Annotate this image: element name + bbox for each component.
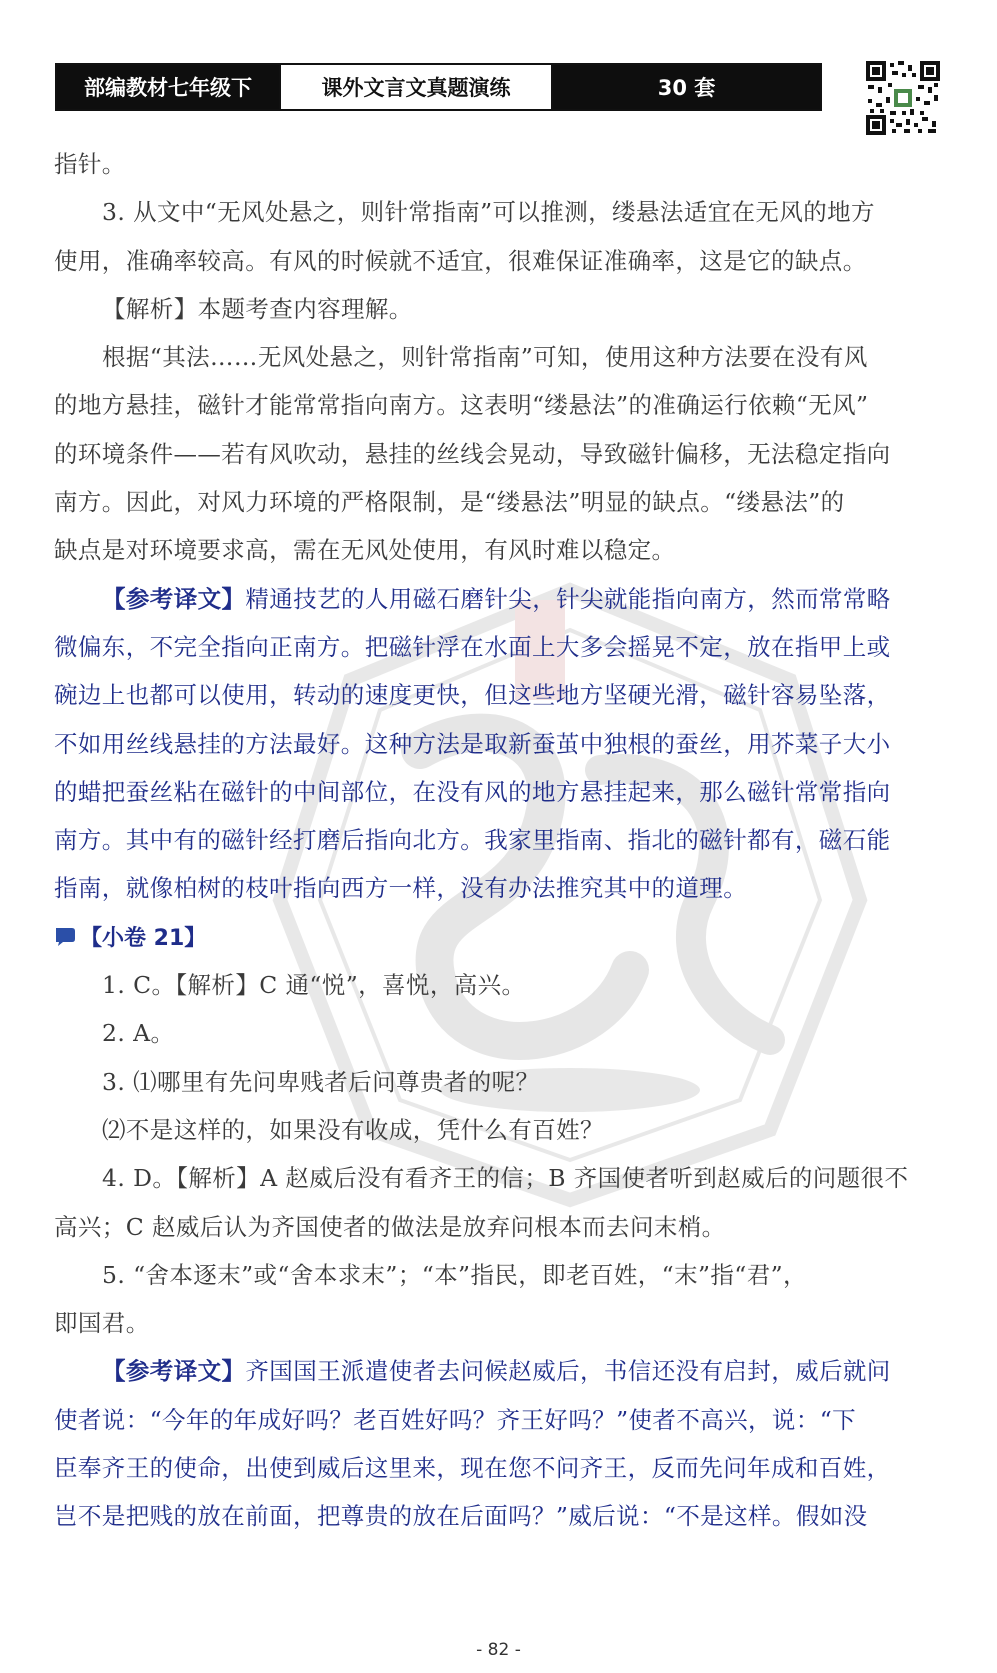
qr-code-icon[interactable] [866,61,940,135]
header-title: 课外文言文真题演练 [279,65,553,109]
analysis-text: 本题考查内容理解。 [197,294,413,323]
translation-2-line-2: 使者说：“今年的年成好吗？老百姓好吗？齐王好吗？”使者不高兴，说：“下 [54,1405,857,1434]
answer-3-part-1: 3. ⑴哪里有先问卑贱者后问尊贵者的呢？ [102,1067,540,1096]
translation-line-6: 南方。其中有的磁针经打磨后指向北方。我家里指南、指北的磁针都有，磁石能 [54,826,891,855]
text-line: 指针。 [54,150,126,178]
translation-text: 齐国国王派遣使者去问候赵威后，书信还没有启封，威后就问 [245,1357,891,1386]
analysis-tag: 【解析】 [102,294,198,323]
answer-2: 2. A。 [102,1019,175,1048]
answer-4-text: A 赵威后没有看齐王的信；B 齐国使者听到赵威后的问题很不 [260,1164,909,1193]
header-band [55,63,822,111]
answer-1-text: C 通“悦”，喜悦，高兴。 [259,971,526,1000]
answer-5-line-2: 即国君。 [54,1309,150,1338]
translation-2-line-3: 臣奉齐王的使命，出使到威后这里来，现在您不问齐王，反而先问年成和百姓， [54,1454,891,1483]
answer-4-line-2: 高兴；C 赵威后认为齐国使者的做法是放弃问根本而去问末梢。 [54,1212,726,1241]
analysis-line-1: 根据“其法……无风处悬之，则针常指南”可知，使用这种方法要在没有风 [102,343,868,372]
answer-3-part-2: ⑵不是这样的，如果没有收成，凭什么有百姓？ [102,1115,604,1144]
section-heading [54,913,944,961]
translation-2-line-4: 岂不是把贱的放在前面，把尊贵的放在后面吗？”威后说：“不是这样。假如没 [54,1502,868,1531]
answer-3-line-2: 使用，准确率较高。有风的时候就不适宜，很难保证准确率，这是它的缺点。 [54,246,867,275]
translation-text: 精通技艺的人用磁石磨针尖，针尖就能指向南方，然而常常略 [245,584,891,613]
answer-1-choice: 1. C。 [102,971,176,1000]
translation-line-1 [54,575,944,623]
analysis-line-5: 缺点是对环境要求高，需在无风处使用，有风时难以稳定。 [54,536,676,565]
answer-5-line-1: 5. “舍本逐末”或“舍本求末”；“本”指民，即老百姓，“末”指“君”， [102,1260,807,1289]
header-set-count: 30 套 [553,65,820,109]
translation-line-7: 指南，就像柏树的枝叶指向西方一样，没有办法推究其中的道理。 [54,874,748,903]
analysis-line-3: 的环境条件——若有风吹动，悬挂的丝线会晃动，导致磁针偏移，无法稳定指向 [54,439,891,468]
analysis-tag: 【解析】 [176,1164,261,1193]
translation-tag: 【参考译文】 [102,1357,246,1386]
analysis-line-4: 南方。因此，对风力环境的严格限制，是“缕悬法”明显的缺点。“缕悬法”的 [54,488,845,517]
answer-1 [54,961,944,1009]
answer-3-line-1: 3. 从文中“无风处悬之，则针常指南”可以推测，缕悬法适宜在无风的地方 [102,198,875,227]
translation-tag: 【参考译文】 [102,584,246,613]
translation-line-4: 不如用丝线悬挂的方法最好。这种方法是取新蚕茧中独根的蚕丝，用芥菜子大小 [54,729,891,758]
translation-line-2: 微偏东，不完全指向正南方。把磁针浮在水面上大多会摇晃不定，放在指甲上或 [54,632,891,661]
translation-line-3: 碗边上也都可以使用，转动的速度更快，但这些地方坚硬光滑，磁针容易坠落， [54,681,891,710]
analysis-tag: 【解析】 [175,971,260,1000]
analysis-line-2: 的地方悬挂，磁针才能常常指向南方。这表明“缕悬法”的准确运行依赖“无风” [54,391,869,420]
translation-2-line-1 [54,1347,944,1395]
translation-line-5: 的蜡把蚕丝粘在磁针的中间部位，在没有风的地方悬挂起来，那么磁针常常指向 [54,777,891,806]
bookmark-icon [54,927,76,947]
header-grade: 部编教材七年级下 [57,65,279,109]
page-number: - 82 - [476,1640,521,1660]
answer-4 [54,1154,944,1202]
section-title: 【小卷 21】 [80,926,207,952]
answer-4-choice: 4. D。 [102,1164,177,1193]
page-body [54,140,944,1541]
analysis-heading [54,285,944,333]
